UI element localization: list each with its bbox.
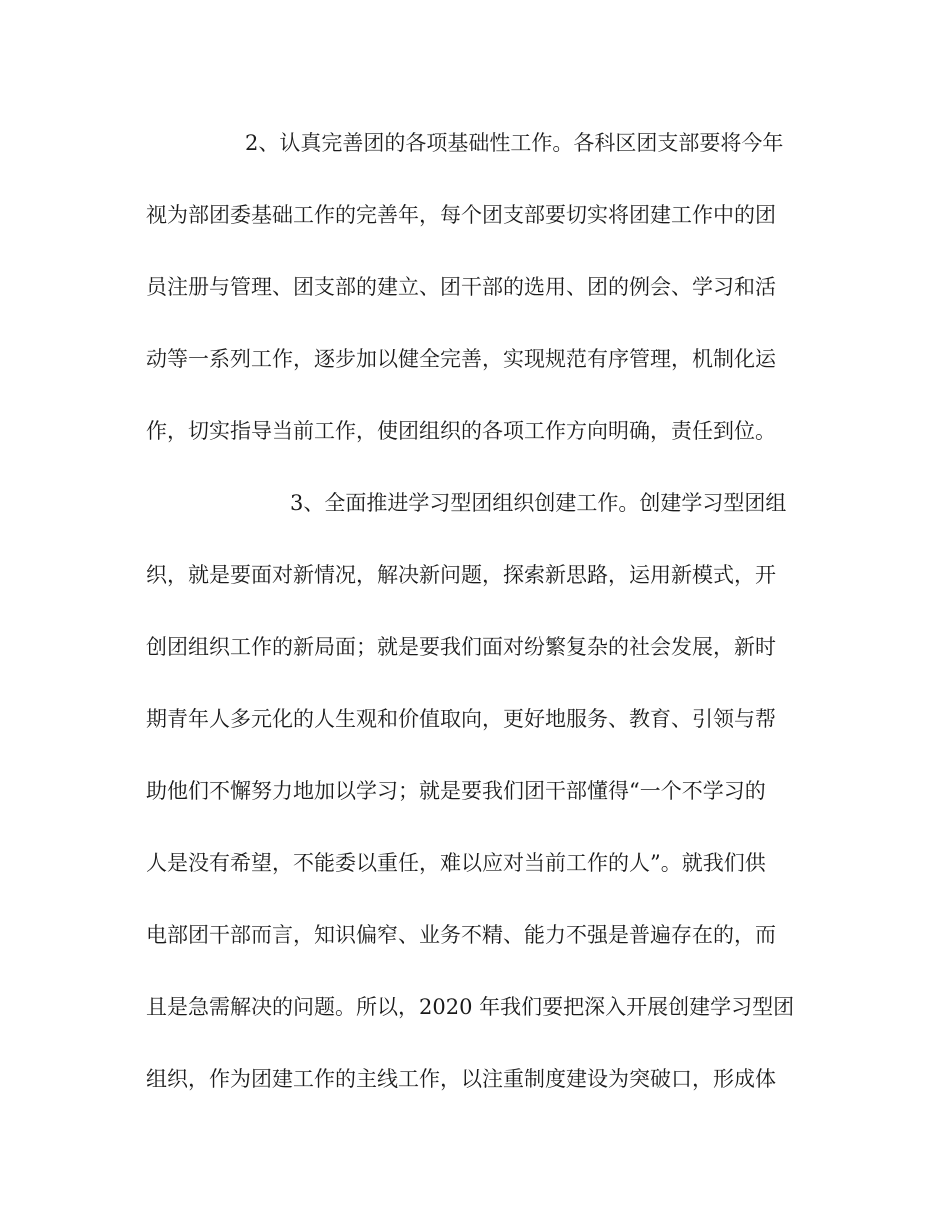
- paragraph-3-line-2: 织，就是要面对新情况，解决新问题，探索新思路，运用新模式，开: [146, 563, 776, 587]
- paragraph-2-line-2: 视为部团委基础工作的完善年，每个团支部要切实将团建工作中的团: [146, 203, 776, 227]
- paragraph-3-line-3: 创团组织工作的新局面；就是要我们面对纷繁复杂的社会发展，新时: [146, 635, 776, 659]
- paragraph-2-line-3: 员注册与管理、团支部的建立、团干部的选用、团的例会、学习和活: [146, 275, 776, 299]
- paragraph-2-line-1: 2、认真完善团的各项基础性工作。各科区团支部要将今年: [245, 131, 784, 155]
- paragraph-2-line-5: 作，切实指导当前工作，使团组织的各项工作方向明确，责任到位。: [146, 419, 776, 443]
- paragraph-3-line-6: 人是没有希望，不能委以重任，难以应对当前工作的人”。就我们供: [146, 851, 766, 875]
- paragraph-3-line-4: 期青年人多元化的人生观和价值取向，更好地服务、教育、引领与帮: [146, 707, 776, 731]
- paragraph-3-line-8: 且是急需解决的问题。所以，2020 年我们要把深入开展创建学习型团: [146, 995, 795, 1019]
- paragraph-3-line-5: 助他们不懈努力地加以学习；就是要我们团干部懂得“一个不学习的: [146, 779, 766, 803]
- paragraph-3-line-9: 组织，作为团建工作的主线工作，以注重制度建设为突破口，形成体: [146, 1067, 776, 1091]
- paragraph-2-line-4: 动等一系列工作，逐步加以健全完善，实现规范有序管理，机制化运: [146, 347, 776, 371]
- paragraph-3-line-1: 3、全面推进学习型团组织创建工作。创建学习型团组: [290, 491, 787, 515]
- paragraph-3-line-7: 电部团干部而言，知识偏窄、业务不精、能力不强是普遍存在的，而: [146, 923, 776, 947]
